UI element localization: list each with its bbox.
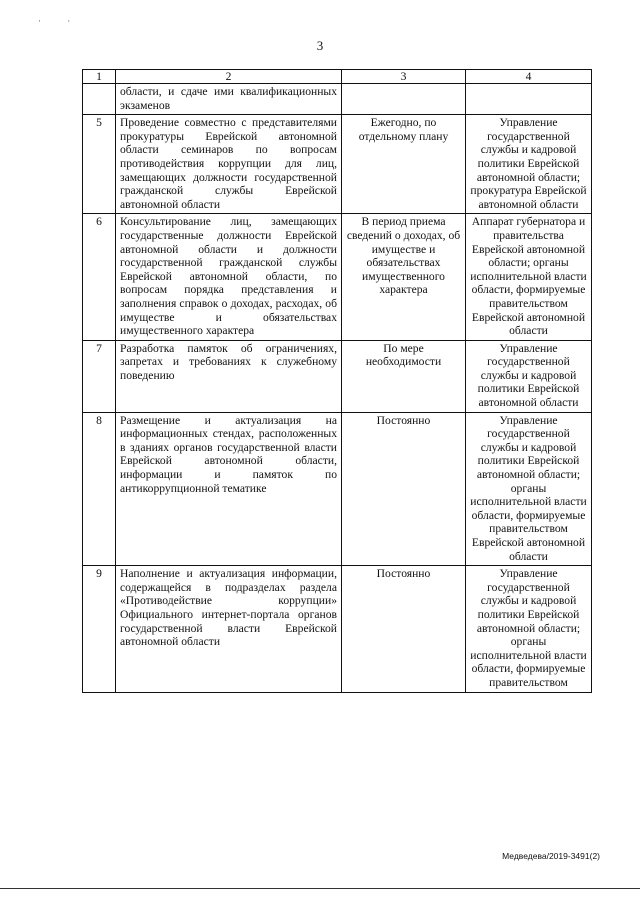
- row-number: 8: [83, 412, 116, 566]
- row-number: 6: [83, 214, 116, 340]
- table-row: [83, 214, 592, 340]
- row-number: [83, 84, 116, 115]
- action-plan-table: [82, 69, 592, 693]
- row-responsible: [466, 84, 592, 115]
- row-term: Ежегодно, по отдельному плану: [342, 115, 466, 214]
- header-col-2: 2: [116, 70, 342, 84]
- table-row: [83, 566, 592, 692]
- page-number: 3: [316, 38, 324, 53]
- bottom-rule: [0, 888, 640, 889]
- table-row: [83, 412, 592, 566]
- table-row: [83, 115, 592, 214]
- row-responsible: Управление государственной службы и кадровой политики Еврейской автономной области: [466, 340, 592, 412]
- row-number: 9: [83, 566, 116, 692]
- row-activity: области, и сдаче ими квалификационных экзаменов: [116, 84, 342, 115]
- header-col-1: 1: [83, 70, 116, 84]
- row-term: В период приема сведений о доходах, об имуществе и обязательствах имущественного характера: [342, 214, 466, 340]
- row-activity: Консультирование лиц, замещающих государственные должности Еврейской автономной области и должности государственной гражданской службы Еврейской автономной области, по вопросам порядка представления и заполнения справок о доходах, расходах, об имуществе и обязательствах имущественного характера: [116, 214, 342, 340]
- row-activity: Размещение и актуализация на информационных стендах, расположенных в зданиях органов государственной власти Еврейской автономной области, информации и памяток по антикоррупционной тематике: [116, 412, 342, 566]
- row-responsible: Управление государственной службы и кадровой политики Еврейской автономной области; органы исполнительной власти области, формируемые правительством: [466, 566, 592, 692]
- row-term: Постоянно: [342, 412, 466, 566]
- table-row: [83, 84, 592, 115]
- row-number: 7: [83, 340, 116, 412]
- table-row: [83, 340, 592, 412]
- header-col-3: 3: [342, 70, 466, 84]
- row-number: 5: [83, 115, 116, 214]
- row-responsible: Аппарат губернатора и правительства Еврейской автономной области; органы исполнительной власти области, формируемые правительством Еврейской автономной области: [466, 214, 592, 340]
- row-activity: Наполнение и актуализация информации, содержащейся в подразделах раздела «Противодействие коррупции» Официального интернет-портала органов государственной власти Еврейской автономной области: [116, 566, 342, 692]
- row-term: Постоянно: [342, 566, 466, 692]
- row-activity: Проведение совместно с представителями прокуратуры Еврейской автономной области семинаров по вопросам противодействия коррупции для лиц, замещающих должности государственной гражданской службы Еврейской автономной области: [116, 115, 342, 214]
- row-term: [342, 84, 466, 115]
- scan-specks: · ·: [38, 16, 83, 26]
- row-responsible: Управление государственной службы и кадровой политики Еврейской автономной области; органы исполнительной власти области, формируемые правительством Еврейской автономной области: [466, 412, 592, 566]
- header-col-4: 4: [466, 70, 592, 84]
- row-term: По мере необходимости: [342, 340, 466, 412]
- row-activity: Разработка памяток об ограничениях, запретах и требованиях к служебному поведению: [116, 340, 342, 412]
- row-responsible: Управление государственной службы и кадровой политики Еврейской автономной области; прокуратура Еврейской автономной области: [466, 115, 592, 214]
- document-code: Медведева/2019-3491(2): [502, 851, 600, 861]
- table-header-row: [83, 70, 592, 84]
